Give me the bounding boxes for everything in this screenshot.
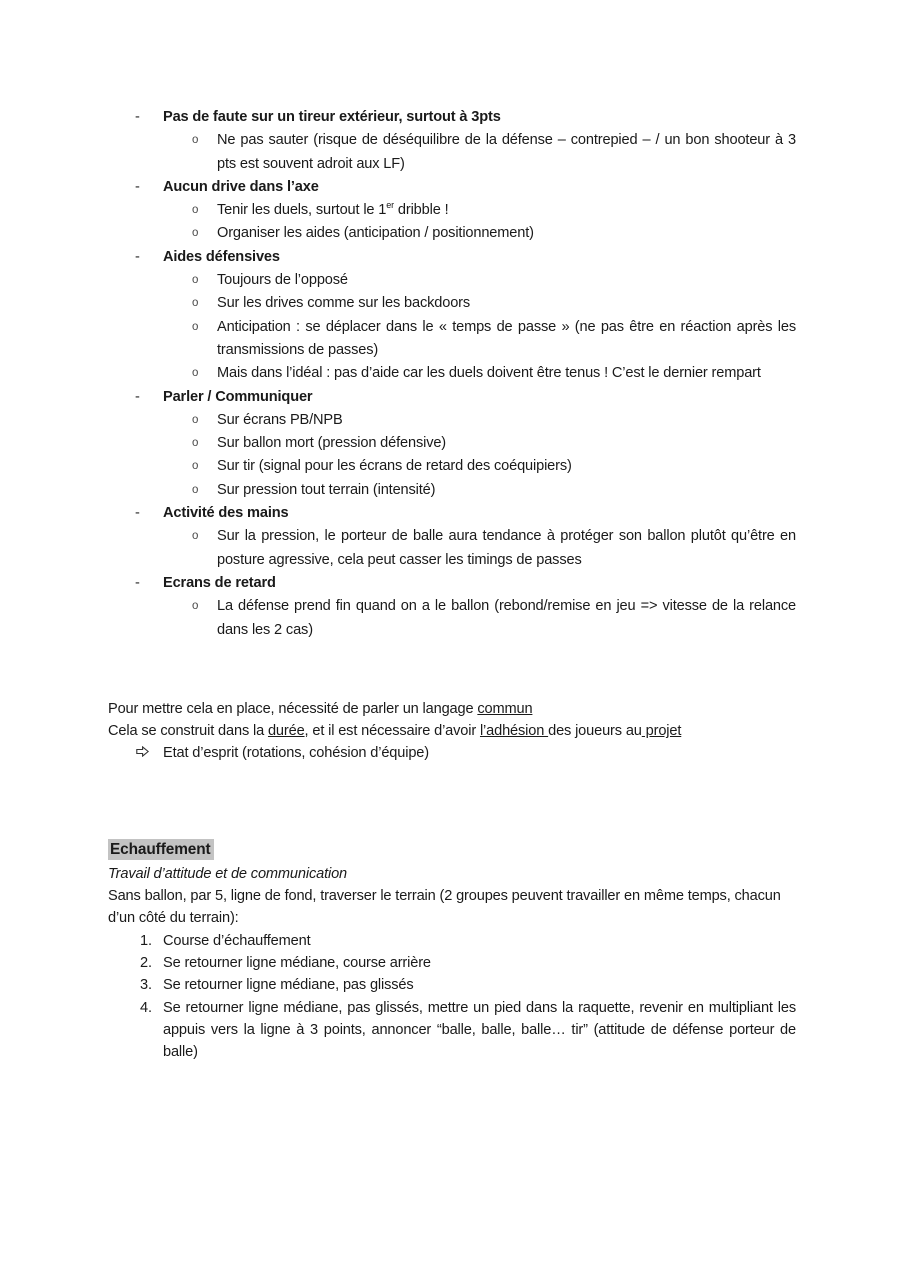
list-item-heading: [108, 386, 796, 409]
list-number: 4.: [140, 999, 152, 1016]
list-item-heading-label: Pas de faute sur un tireur extérieur, surtout à 3pts: [163, 109, 501, 125]
echauffement-steps-list: [108, 930, 796, 1064]
numbered-list-item-label: Se retourner ligne médiane, pas glissés, mettre un pied dans la raquette, revenir en multipliant les appuis vers la ligne à 3 points, annoncer “balle, balle, balle… tir” (attitude de défense porteur de balle): [163, 999, 796, 1061]
list-item-heading: [108, 502, 796, 525]
dash-bullet-icon: -: [135, 109, 140, 125]
list-subitem: [108, 455, 796, 478]
closing-line-2-underlined-adhesion: l’adhésion: [479, 723, 549, 740]
circle-bullet-icon: o: [192, 227, 199, 240]
list-subitem: [108, 199, 796, 222]
list-item-heading-label: Aides défensives: [163, 248, 280, 265]
closing-line-2-underlined-projet: projet: [641, 723, 682, 740]
list-subitem-label: Sur la pression, le porteur de balle aura tendance à protéger son ballon plutôt qu’être en posture agressive, cela peut casser les timings de passes: [217, 528, 796, 568]
closing-line-2-underlined-duree: durée: [267, 723, 305, 740]
echauffement-intro: Sans ballon, par 5, ligne de fond, traverser le terrain (2 groupes peuvent travailler en même temps, chacun d’un côté du terrain):: [108, 888, 781, 927]
list-subitem: [108, 292, 796, 315]
closing-line-2-b: , et il est nécessaire d’avoir: [304, 723, 480, 740]
list-subitem-label: Sur ballon mort (pression défensive): [217, 435, 447, 452]
list-subitem: [108, 479, 796, 502]
circle-bullet-icon: o: [192, 600, 199, 613]
list-subitem: [108, 409, 796, 432]
list-number: 2.: [140, 954, 152, 971]
list-subitem: [108, 362, 796, 385]
list-subitem: [108, 595, 796, 642]
vertical-spacer: [108, 642, 796, 698]
document-body: [108, 106, 796, 1063]
list-subitem: [108, 432, 796, 455]
list-subitem-label: Organiser les aides (anticipation / positionnement): [217, 225, 534, 242]
list-subitem-label: Anticipation : se déplacer dans le « temps de passe » (ne pas être en réaction après les transmissions de passes): [217, 318, 796, 358]
list-subitem-label: Sur les drives comme sur les backdoors: [217, 295, 471, 312]
section-heading-echauffement: Echauffement: [108, 839, 214, 860]
numbered-list-item-label: Course d’échauffement: [163, 932, 311, 949]
list-item-heading-label: Aucun drive dans l’axe: [163, 178, 319, 195]
numbered-list-item: [108, 997, 796, 1064]
closing-line-1-underlined: commun: [477, 700, 533, 717]
circle-bullet-icon: o: [192, 367, 199, 380]
circle-bullet-icon: o: [192, 204, 199, 217]
ordinal-suffix: er: [386, 200, 394, 211]
circle-bullet-icon: o: [192, 413, 199, 426]
list-subitem-label: Sur tir (signal pour les écrans de retard des coéquipiers): [217, 458, 572, 475]
echauffement-subtitle: Travail d’attitude et de communication: [108, 865, 348, 882]
list-item-heading-label: Activité des mains: [163, 505, 289, 522]
list-subitem: [108, 269, 796, 292]
list-item-heading: [108, 246, 796, 269]
arrow-right-icon: [136, 741, 149, 763]
list-item-heading-label: Parler / Communiquer: [163, 388, 313, 405]
list-subitem-label: Tenir les duels, surtout le 1er dribble !: [217, 200, 449, 219]
closing-arrow-item: [108, 742, 796, 764]
closing-line-2-a: Cela se construit dans la: [108, 723, 268, 740]
list-item-heading: [108, 572, 796, 595]
list-item-heading-label: Ecrans de retard: [163, 574, 276, 591]
dash-bullet-icon: -: [135, 248, 140, 265]
dash-bullet-icon: -: [135, 574, 140, 591]
list-subitem-label: Sur pression tout terrain (intensité): [217, 481, 436, 498]
circle-bullet-icon: o: [192, 274, 199, 287]
defense-principles-list: [108, 106, 796, 642]
list-subitem: [108, 316, 796, 363]
circle-bullet-icon: o: [192, 297, 199, 310]
numbered-list-item-label: Se retourner ligne médiane, course arrière: [163, 954, 431, 971]
closing-line-1: [108, 698, 796, 720]
list-subitem: [108, 525, 796, 572]
circle-bullet-icon: o: [192, 460, 199, 473]
vertical-spacer: [108, 765, 796, 839]
closing-line-2: [108, 720, 796, 742]
list-subitem-label: Sur écrans PB/NPB: [217, 411, 343, 428]
numbered-list-item: [108, 952, 796, 974]
closing-line-1-prefix: Pour mettre cela en place, nécessité de parler un langage: [108, 700, 478, 717]
numbered-list-item: [108, 930, 796, 952]
dash-bullet-icon: -: [135, 505, 140, 522]
list-number: 3.: [140, 977, 152, 994]
list-subitem: [108, 222, 796, 245]
closing-arrow-item-label: Etat d’esprit (rotations, cohésion d’équipe): [163, 745, 429, 762]
dash-bullet-icon: -: [135, 178, 140, 195]
numbered-list-item: [108, 974, 796, 996]
numbered-list-item-label: Se retourner ligne médiane, pas glissés: [163, 977, 414, 994]
circle-bullet-icon: o: [192, 437, 199, 450]
list-subitem-label: La défense prend fin quand on a le ballon (rebond/remise en jeu => vitesse de la relance dans les 2 cas): [217, 598, 796, 638]
closing-line-2-c: des joueurs au: [548, 723, 642, 740]
circle-bullet-icon: o: [192, 320, 199, 333]
list-subitem-label: Mais dans l’idéal : pas d’aide car les duels doivent être tenus ! C’est le dernier rempart: [217, 365, 761, 382]
circle-bullet-icon: o: [192, 134, 199, 147]
circle-bullet-icon: o: [192, 530, 199, 543]
list-subitem-label: Ne pas sauter (risque de déséquilibre de la défense – contrepied – / un bon shooteur à 3 pts est souvent adroit aux LF): [217, 132, 796, 172]
list-item-heading: [108, 106, 796, 129]
list-item-heading: [108, 176, 796, 199]
dash-bullet-icon: -: [135, 388, 140, 405]
echauffement-section: [108, 839, 796, 1064]
section-heading-wrap: [108, 839, 796, 860]
closing-block: [108, 698, 796, 765]
list-subitem: [108, 129, 796, 176]
circle-bullet-icon: o: [192, 483, 199, 496]
list-number: 1.: [140, 932, 152, 949]
list-subitem-label: Toujours de l’opposé: [217, 272, 348, 289]
